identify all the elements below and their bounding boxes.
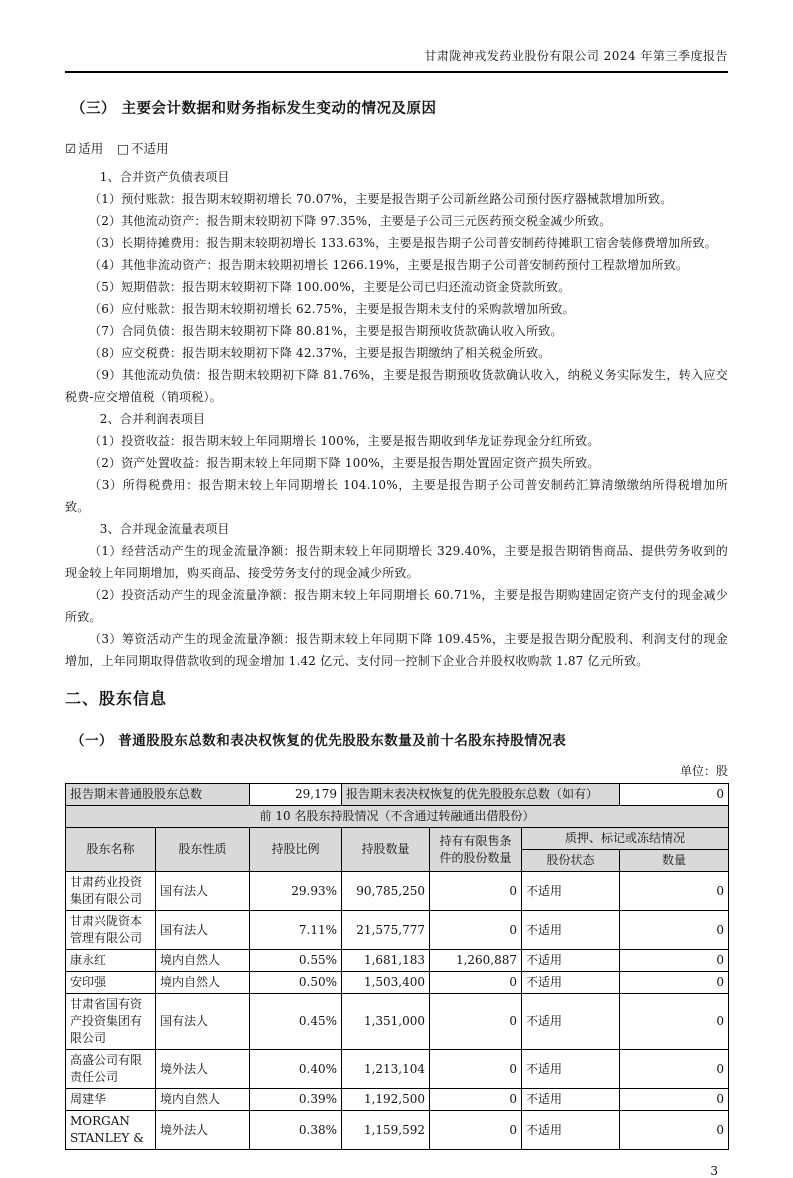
shareholder-shares-cell: 1,159,592 xyxy=(342,1111,430,1150)
shareholder-row xyxy=(66,950,729,972)
col-header-restricted: 持有有限售条件的股份数量 xyxy=(430,828,522,872)
shareholder-name-cell: 高盛公司有限责任公司 xyxy=(66,1050,156,1089)
change-item: （1）预付账款：报告期末较期初增长 70.07%，主要是报告期子公司新丝路公司预付医疗器械款增加所致。 xyxy=(89,192,673,206)
change-item: （3）筹资活动产生的现金流量净额：报告期末较上年同期下降 109.45%，主要是报告期分配股利、利润支付的现金增加，上年同期取得借款收到的现金增加 1.42 亿元、支付同一控制下企业合并股权收购款 1.87 亿元所致。 xyxy=(65,632,728,668)
change-item: （4）其他非流动资产：报告期末较期初增长 1266.19%，主要是报告期子公司普安制药预付工程款增加所致。 xyxy=(89,258,689,272)
shareholder-nature-cell: 国有法人 xyxy=(156,994,250,1050)
col-header-name: 股东名称 xyxy=(66,828,156,872)
shareholder-ratio-cell: 29.93% xyxy=(250,872,342,911)
change-item: （3）所得税费用：报告期末较上年同期增长 104.10%，主要是报告期子公司普安制药汇算清缴缴纳所得税增加所致。 xyxy=(65,478,728,514)
shareholder-row xyxy=(66,1089,729,1111)
changes-paragraphs xyxy=(65,166,728,672)
shareholder-ratio-cell: 0.40% xyxy=(250,1050,342,1089)
change-item: （6）应付账款：报告期末较期初增长 62.75%，主要是报告期未支付的采购款增加所致。 xyxy=(89,302,575,316)
shareholder-nature-cell: 境内自然人 xyxy=(156,1089,250,1111)
change-item: （2）其他流动资产：报告期末较期初下降 97.35%，主要是子公司三元医药预交税金减少所致。 xyxy=(89,214,612,228)
statement-group-heading: 2、合并利润表项目 xyxy=(99,412,206,426)
unit-label: 单位：股 xyxy=(679,764,728,778)
statement-group-heading: 1、合并资产负债表项目 xyxy=(99,170,230,184)
col-header-ratio: 持股比例 xyxy=(250,828,342,872)
shareholder-restricted-cell: 0 xyxy=(430,1050,522,1089)
shareholder-name-cell: 周建华 xyxy=(66,1089,156,1111)
not-applicable-label: 不适用 xyxy=(131,141,169,156)
top10-caption-row xyxy=(66,806,729,828)
shareholder-name-cell: 安印强 xyxy=(66,972,156,994)
change-item: （9）其他流动负债：报告期末较期初下降 81.76%，主要是报告期预收货款确认收入，纳税义务实际发生，转入应交税费-应交增值税（销项税）。 xyxy=(65,368,728,404)
shareholder-name-cell: 甘肃省国有资产投资集团有限公司 xyxy=(66,994,156,1050)
shareholder-pledge-qty-cell: 0 xyxy=(620,950,729,972)
shareholder-pledge-status-cell: 不适用 xyxy=(522,994,620,1050)
section-shareholders-title: 二、股东信息 xyxy=(65,689,168,708)
ordinary-shareholders-label: 报告期末普通股股东总数 xyxy=(66,784,250,806)
shareholder-nature-cell: 境外法人 xyxy=(156,1111,250,1150)
shareholder-shares-cell: 1,351,000 xyxy=(342,994,430,1050)
applicability-row xyxy=(65,139,728,157)
shareholder-name-cell: 康永红 xyxy=(66,950,156,972)
shareholder-pledge-qty-cell: 0 xyxy=(620,1111,729,1150)
shareholder-pledge-qty-cell: 0 xyxy=(620,1050,729,1089)
shareholder-pledge-qty-cell: 0 xyxy=(620,972,729,994)
shareholder-ratio-cell: 0.45% xyxy=(250,994,342,1050)
shareholder-table-body xyxy=(66,872,729,1150)
shareholder-row xyxy=(66,911,729,950)
shareholder-row xyxy=(66,872,729,911)
shareholder-pledge-status-cell: 不适用 xyxy=(522,1111,620,1150)
col-header-pledge-qty: 数量 xyxy=(620,850,729,872)
shareholder-row xyxy=(66,994,729,1050)
shareholder-row xyxy=(66,1050,729,1089)
shareholder-ratio-cell: 0.50% xyxy=(250,972,342,994)
report-page xyxy=(65,48,728,1178)
shareholder-shares-cell: 21,575,777 xyxy=(342,911,430,950)
shareholder-row xyxy=(66,972,729,994)
shareholder-nature-cell: 境外法人 xyxy=(156,1050,250,1089)
shareholder-nature-cell: 国有法人 xyxy=(156,911,250,950)
shareholder-pledge-status-cell: 不适用 xyxy=(522,972,620,994)
shareholder-ratio-cell: 0.38% xyxy=(250,1111,342,1150)
shareholder-pledge-status-cell: 不适用 xyxy=(522,950,620,972)
checked-checkbox-icon: ☑ xyxy=(65,141,77,156)
ordinary-shareholders-value: 29,179 xyxy=(250,784,342,806)
shareholder-restricted-cell: 0 xyxy=(430,994,522,1050)
header-divider xyxy=(65,71,728,73)
shareholder-shares-cell: 1,681,183 xyxy=(342,950,430,972)
shareholder-shares-cell: 90,785,250 xyxy=(342,872,430,911)
shareholder-shares-cell: 1,503,400 xyxy=(342,972,430,994)
col-header-pledge-group: 质押、标记或冻结情况 xyxy=(522,828,729,850)
shareholder-ratio-cell: 0.55% xyxy=(250,950,342,972)
change-item: （5）短期借款：报告期末较期初下降 100.00%，主要是公司已归还流动资金贷款所致。 xyxy=(89,280,571,294)
col-header-shares: 持股数量 xyxy=(342,828,430,872)
section-changes-title: （三） 主要会计数据和财务指标发生变动的情况及原因 xyxy=(71,101,437,117)
statement-group-heading: 3、合并现金流量表项目 xyxy=(99,522,230,536)
col-header-nature: 股东性质 xyxy=(156,828,250,872)
not-applicable-option xyxy=(117,141,168,156)
shareholder-table xyxy=(65,783,729,1150)
shareholder-ratio-cell: 0.39% xyxy=(250,1089,342,1111)
change-item: （2）投资活动产生的现金流量净额：报告期末较上年同期增长 60.71%，主要是报告期购建固定资产支付的现金减少所致。 xyxy=(65,588,728,624)
shareholder-nature-cell: 境内自然人 xyxy=(156,950,250,972)
shareholder-restricted-cell: 1,260,887 xyxy=(430,950,522,972)
table-header-row-1 xyxy=(66,828,729,850)
shareholder-restricted-cell: 0 xyxy=(430,972,522,994)
shareholder-pledge-qty-cell: 0 xyxy=(620,872,729,911)
shareholder-nature-cell: 国有法人 xyxy=(156,872,250,911)
shareholder-nature-cell: 境内自然人 xyxy=(156,972,250,994)
document-header-title: 甘肃陇神戎发药业股份有限公司 2024 年第三季度报告 xyxy=(424,49,728,63)
preferred-shareholders-label: 报告期末表决权恢复的优先股股东总数（如有） xyxy=(342,784,620,806)
shareholder-pledge-status-cell: 不适用 xyxy=(522,911,620,950)
unchecked-checkbox-icon: □ xyxy=(117,141,130,156)
change-item: （8）应交税费：报告期末较期初下降 42.37%，主要是报告期缴纳了相关税金所致。 xyxy=(89,346,551,360)
page-number: 3 xyxy=(710,1164,718,1178)
shareholder-restricted-cell: 0 xyxy=(430,911,522,950)
shareholder-restricted-cell: 0 xyxy=(430,1089,522,1111)
shareholder-shares-cell: 1,192,500 xyxy=(342,1089,430,1111)
change-item: （7）合同负债：报告期末较期初下降 80.81%，主要是报告期预收货款确认收入所致。 xyxy=(89,324,563,338)
shareholder-pledge-qty-cell: 0 xyxy=(620,911,729,950)
shareholder-restricted-cell: 0 xyxy=(430,1111,522,1150)
applicable-label: 适用 xyxy=(78,141,104,156)
shareholder-name-cell: MORGAN STANLEY & xyxy=(66,1111,156,1150)
applicable-option xyxy=(65,141,103,156)
top10-caption: 前 10 名股东持股情况（不含通过转融通出借股份） xyxy=(66,806,729,828)
change-item: （3）长期待摊费用：报告期末较期初增长 133.63%，主要是报告期子公司普安制药待摊职工宿舍装修费增加所致。 xyxy=(89,236,717,250)
col-header-pledge-status: 股份状态 xyxy=(522,850,620,872)
shareholder-name-cell: 甘肃兴陇资本管理有限公司 xyxy=(66,911,156,950)
shareholder-pledge-status-cell: 不适用 xyxy=(522,1089,620,1111)
shareholder-pledge-status-cell: 不适用 xyxy=(522,1050,620,1089)
shareholder-pledge-qty-cell: 0 xyxy=(620,1089,729,1111)
shareholder-restricted-cell: 0 xyxy=(430,872,522,911)
change-item: （1）投资收益：报告期末较上年同期增长 100%，主要是报告期收到华龙证券现金分红所致。 xyxy=(89,434,600,448)
shareholder-row xyxy=(66,1111,729,1150)
shareholder-name-cell: 甘肃药业投资集团有限公司 xyxy=(66,872,156,911)
shareholder-ratio-cell: 7.11% xyxy=(250,911,342,950)
section-shareholders-subtitle: （一） 普通股股东总数和表决权恢复的优先股股东数量及前十名股东持股情况表 xyxy=(71,733,567,749)
shareholder-pledge-status-cell: 不适用 xyxy=(522,872,620,911)
change-item: （1）经营活动产生的现金流量净额：报告期末较上年同期增长 329.40%，主要是报告期销售商品、提供劳务收到的现金较上年同期增加，购买商品、接受劳务支付的现金减少所致。 xyxy=(65,544,728,580)
change-item: （2）资产处置收益：报告期末较上年同期下降 100%，主要是报告期处置固定资产损失所致。 xyxy=(89,456,600,470)
preferred-shareholders-value: 0 xyxy=(620,784,729,806)
shareholder-pledge-qty-cell: 0 xyxy=(620,994,729,1050)
shareholder-shares-cell: 1,213,104 xyxy=(342,1050,430,1089)
summary-row xyxy=(66,784,729,806)
